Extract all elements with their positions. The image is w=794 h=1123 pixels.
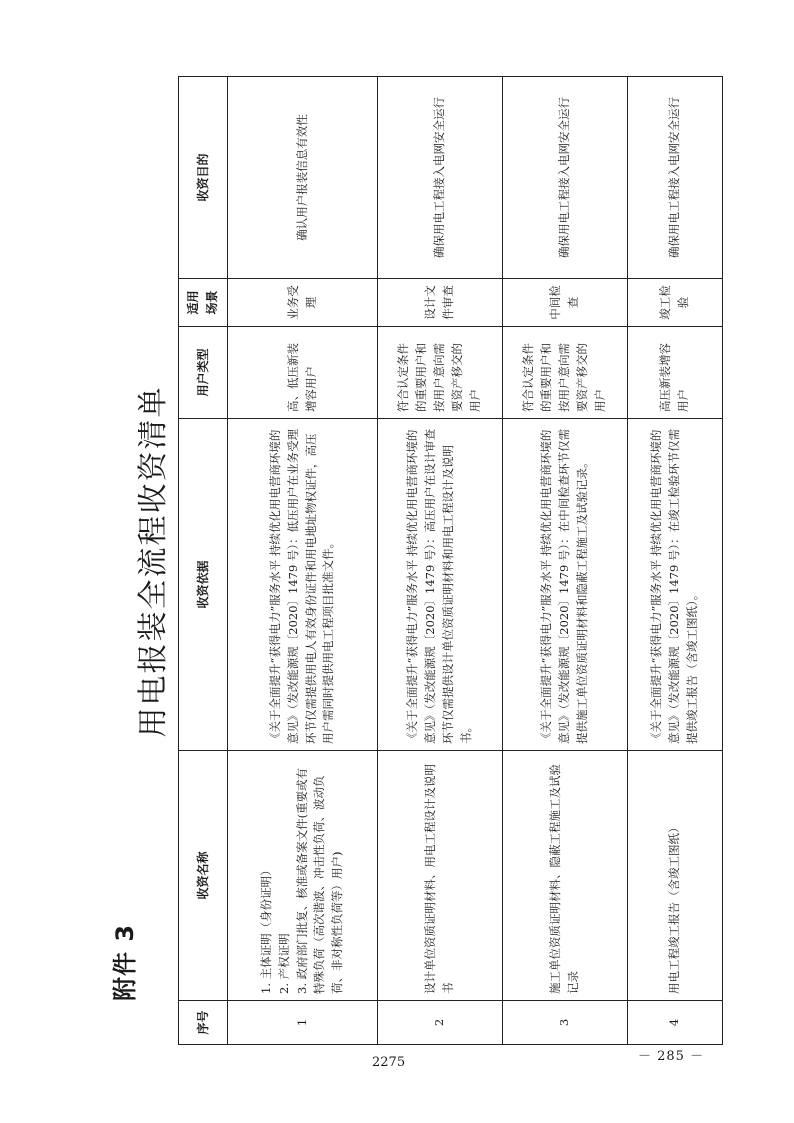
row-basis: 《关于全面提升“获得电力”服务水平 持续优化用电营商环境的意见》（发改能源规〔2020〕1479 号）：在中间检查环节仅需提供施工单位资质证明材料和隐蔽工程施工及试验记录。 xyxy=(503,419,628,751)
header-user-type: 用户类型 xyxy=(179,327,228,419)
row-user-type: 高、低压新装增容用户 xyxy=(228,327,378,419)
table-row xyxy=(628,77,723,1045)
name-line: 3. 政府部门批复、核准或备案文件(重要或有特殊负荷（高次谐波、冲击性负荷、波动负荷、非对称性负荷等）用户) xyxy=(294,767,345,994)
row-user-type: 符合认定条件的重要用户和按用户意向需要资产移交的用户 xyxy=(503,327,628,419)
row-scene: 竣工检验 xyxy=(628,279,723,327)
header-name: 收资名称 xyxy=(179,751,228,1001)
header-basis: 收资依据 xyxy=(179,419,228,751)
row-no: 1 xyxy=(228,1001,378,1045)
row-purpose: 确保用电工程接入电网安全运行 xyxy=(503,77,628,279)
page-number: － 285 － xyxy=(638,1049,705,1064)
page-title: 用电报装全流程收资清单 xyxy=(136,385,171,738)
row-name xyxy=(378,751,503,1001)
name-line: 1. 主体证明（身份证明） xyxy=(258,864,273,994)
row-scene: 中间检查 xyxy=(503,279,628,327)
row-purpose: 确保用电工程接入电网安全运行 xyxy=(628,77,723,279)
bottom-code: 2275 xyxy=(372,1055,406,1070)
row-no: 4 xyxy=(628,1001,723,1045)
checklist-table xyxy=(178,76,723,1045)
row-user-type: 高压新装增容用户 xyxy=(628,327,723,419)
name-line: 设计单位资质证明材料、用电工程设计及说明书 xyxy=(423,764,455,994)
header-scene: 适用场景 xyxy=(179,279,228,327)
row-basis: 《关于全面提升“获得电力”服务水平 持续优化用电营商环境的意见》（发改能源规〔2020〕1479 号）：高压用户在设计审查环节仅需提供设计单位资质证明材料和用电工程设计及说明书。 xyxy=(378,419,503,751)
row-basis: 《关于全面提升“获得电力”服务水平 持续优化用电营商环境的意见》（发改能源规〔2020〕1479 号）：低压用户在业务受理环节仅需提供用电人有效身份证件和用电地址物权证件，高压用户需同时提供用电工程项目批准文件。 xyxy=(228,419,378,751)
row-scene: 设计文件审查 xyxy=(378,279,503,327)
header-no: 序号 xyxy=(179,1001,228,1045)
name-line: 2. 产权证明 xyxy=(276,933,291,994)
row-scene: 业务受理 xyxy=(228,279,378,327)
table-row xyxy=(503,77,628,1045)
table-header-row xyxy=(179,77,228,1045)
row-name xyxy=(503,751,628,1001)
row-no: 3 xyxy=(503,1001,628,1045)
table-row xyxy=(378,77,503,1045)
attachment-label: 附件 3 xyxy=(111,923,139,1001)
row-basis: 《关于全面提升“获得电力”服务水平 持续优化用电营商环境的意见》（发改能源规〔2020〕1479 号）：在竣工检验环节仅需提供竣工报告（含竣工图纸）。 xyxy=(628,419,723,751)
header-purpose: 收资目的 xyxy=(179,77,228,279)
name-line: 用电工程竣工报告（含竣工图纸） xyxy=(667,821,682,994)
row-no: 2 xyxy=(378,1001,503,1045)
name-line: 施工单位资质证明材料、隐蔽工程施工及试验记录 xyxy=(548,764,580,994)
table-row xyxy=(228,77,378,1045)
row-purpose: 确保用电工程接入电网安全运行 xyxy=(378,77,503,279)
row-purpose: 确认用户报装信息有效性 xyxy=(228,77,378,279)
row-name xyxy=(628,751,723,1001)
row-user-type: 符合认定条件的重要用户和按用户意向需要资产移交的用户 xyxy=(378,327,503,419)
row-name xyxy=(228,751,378,1001)
